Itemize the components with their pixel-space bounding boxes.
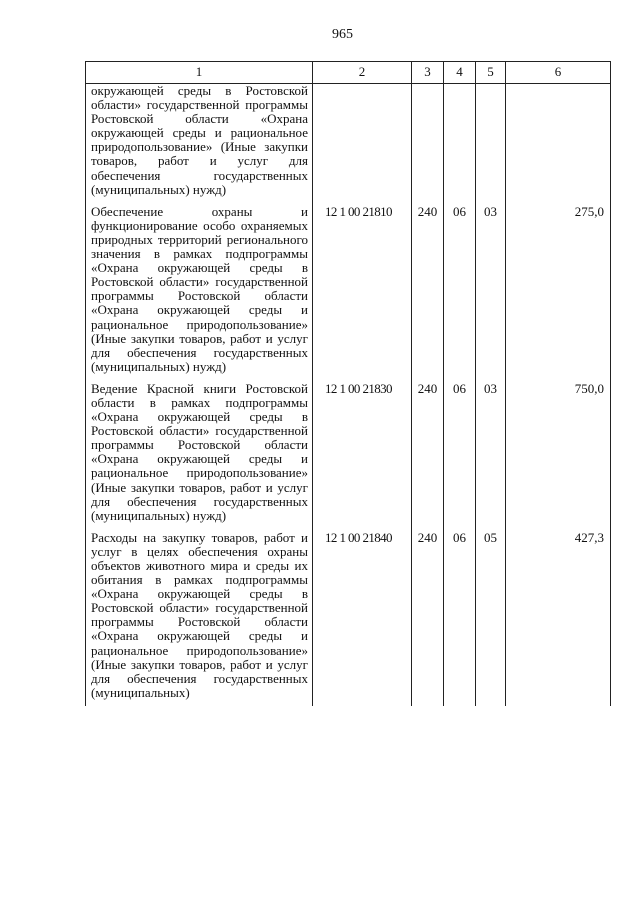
row-subsection: 03 (476, 203, 506, 380)
row-description: Ведение Красной книги Ростовской области в рамках подпрограммы «Охрана окружающей среды в Ростовской области» государственной программы Ростовской области «Охрана окружающей среды и рациональное природопользование» (Иные закупки товаров, работ и услуг для обеспечения государственных (муниципальных) нужд) (86, 380, 313, 529)
row-expense-type: 240 (412, 529, 444, 706)
page-number: 965 (332, 27, 353, 42)
row-description: Расходы на закупку товаров, работ и услуг в целях обеспечения охраны объектов животного мира и среды их обитания в рамках подпрограммы «Охрана окружающей среды в Ростовской области» государственной программы Ростовской области «Охрана окружающей среды и рациональное природопользование» (Иные закупки товаров, работ и услуг для обеспечения государственных (муниципальных) (86, 529, 313, 706)
table-row (86, 380, 611, 529)
table-row (86, 84, 611, 203)
row-target-article: 12 1 00 21830 (313, 380, 412, 529)
row-expense-type (412, 84, 444, 203)
column-header-6: 6 (506, 62, 611, 84)
table-row (86, 529, 611, 706)
column-header-2: 2 (313, 62, 412, 84)
row-section: 06 (444, 380, 476, 529)
row-subsection: 05 (476, 529, 506, 706)
table-row (86, 203, 611, 380)
row-amount (506, 84, 611, 203)
row-subsection: 03 (476, 380, 506, 529)
table-header-row (86, 62, 611, 84)
row-description: Обеспечение охраны и функционирование особо охраняемых природных территорий регионального значения в рамках подпрограммы «Охрана окружающей среды в Ростовской области» государственной программы Ростовской области «Охрана окружающей среды и рациональное природопользование» (Иные закупки товаров, работ и услуг для обеспечения государственных (муниципальных) нужд) (86, 203, 313, 380)
row-amount: 275,0 (506, 203, 611, 380)
row-section: 06 (444, 529, 476, 706)
row-amount: 750,0 (506, 380, 611, 529)
row-target-article: 12 1 00 21840 (313, 529, 412, 706)
row-amount: 427,3 (506, 529, 611, 706)
row-target-article (313, 84, 412, 203)
column-header-4: 4 (444, 62, 476, 84)
row-description: окружающей среды в Ростовской области» государственной программы Ростовской области «Охрана окружающей среды и рациональное природопользование» (Иные закупки товаров, работ и услуг для обеспечения государственных (муниципальных) нужд) (86, 84, 313, 203)
column-header-1: 1 (86, 62, 313, 84)
row-expense-type: 240 (412, 203, 444, 380)
column-header-5: 5 (476, 62, 506, 84)
row-expense-type: 240 (412, 380, 444, 529)
row-section: 06 (444, 203, 476, 380)
row-subsection (476, 84, 506, 203)
row-section (444, 84, 476, 203)
column-header-3: 3 (412, 62, 444, 84)
row-target-article: 12 1 00 21810 (313, 203, 412, 380)
budget-table (85, 61, 611, 706)
